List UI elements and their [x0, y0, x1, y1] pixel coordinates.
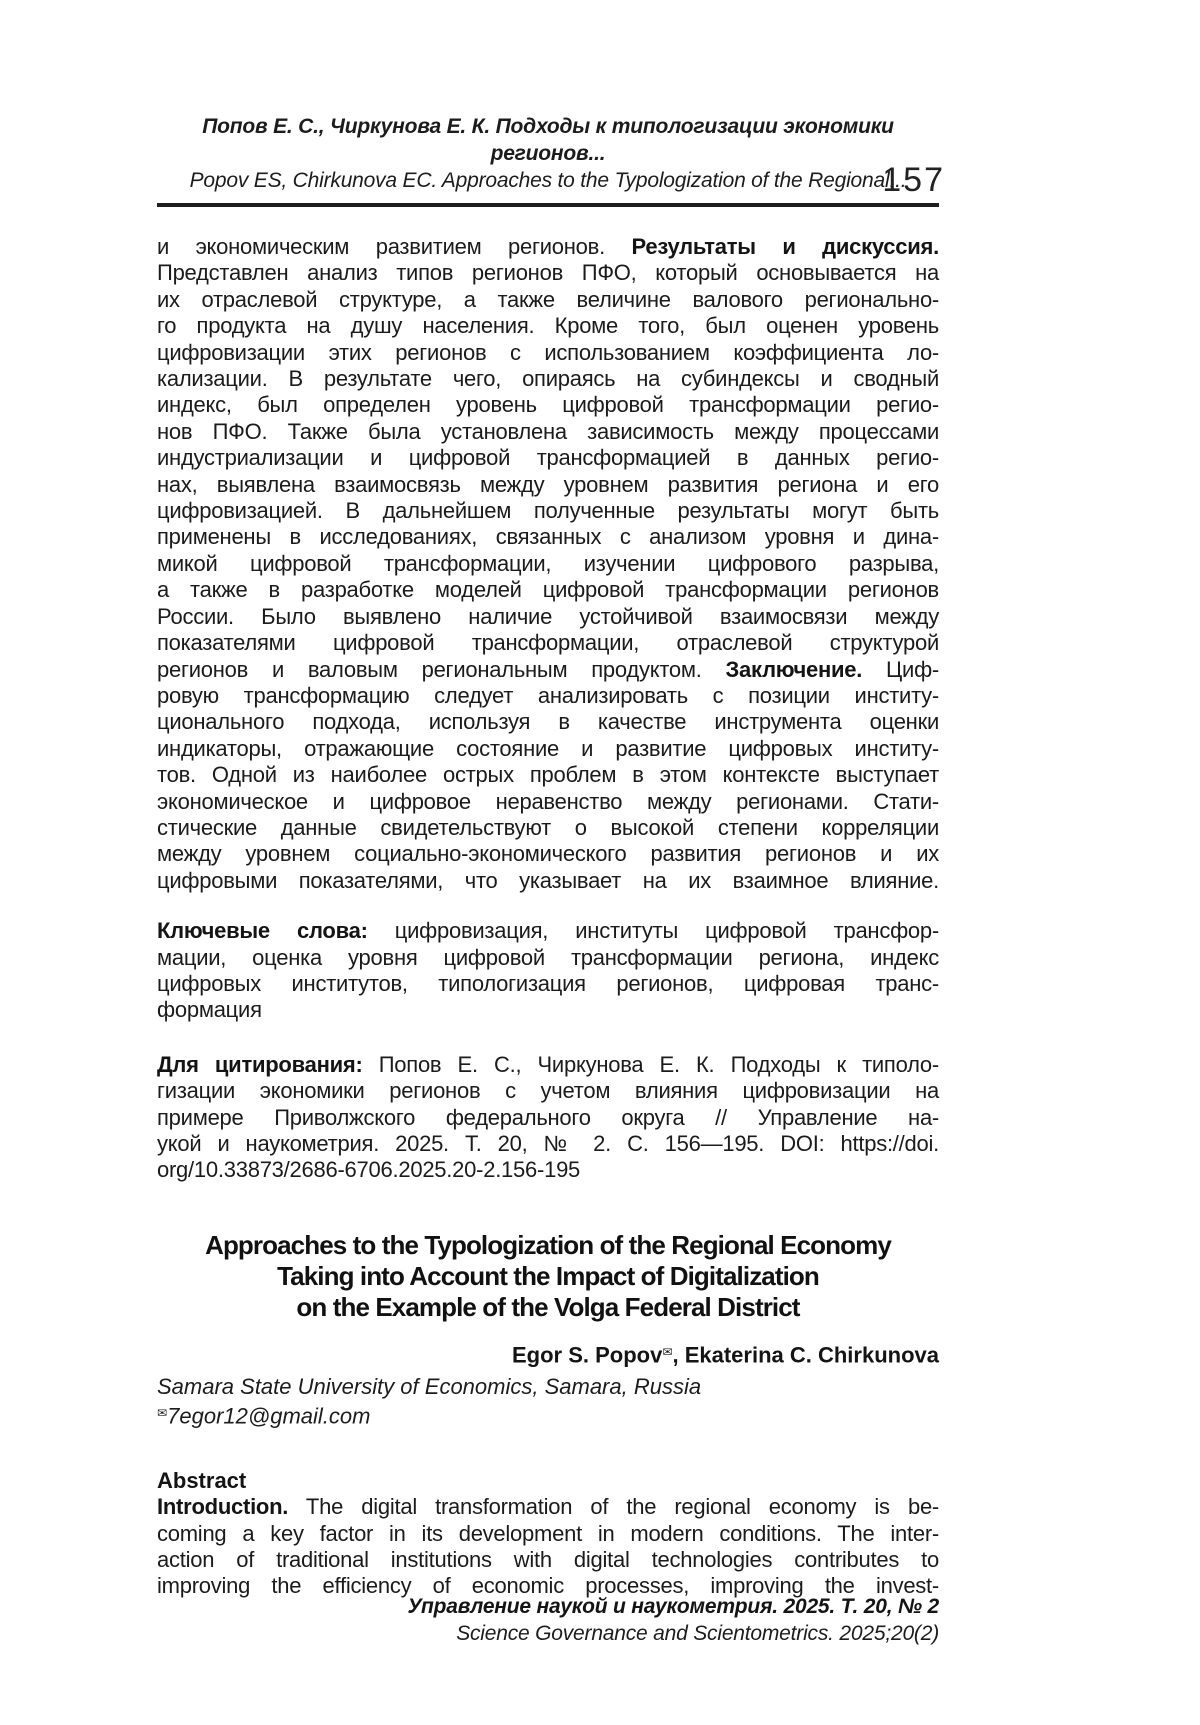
envelope-icon: ✉	[157, 1406, 168, 1421]
citation-text: Попов Е. С., Чиркунова Е. К. Подходы к типоло- гизации экономики регионов с учетом влияния цифровизации на примере Приволжского федерального округа // Управление на- укой и наукометрия. 2025. Т. 20, № 2. С. 156—195. DOI: https://doi. org/10.33873/2686-6706.2025.20-2.156-195	[157, 1051, 939, 1183]
authors-line	[157, 1339, 939, 1369]
abstract-heading: Abstract	[157, 1468, 247, 1494]
introduction-text: The digital transformation of the regional economy is be- coming a key factor in its development in modern conditions. The inter- action of traditional institutions with digital technologies contributes to improving the efficiency of economic processes, improving the invest-	[157, 1494, 939, 1599]
abstract-ru-lead: и экономическим развитием регионов.	[157, 234, 632, 259]
page-content	[157, 234, 939, 1600]
citation-label: Для цитирования:	[157, 1051, 363, 1077]
keywords-text: цифровизация, институты цифровой трансфор- мации, оценка уровня цифровой трансформации региона, индекс цифровых институтов, типологизация регионов, цифровая транс- формация	[157, 918, 939, 1023]
author-name-popov: Egor S. Popov	[511, 1342, 663, 1368]
journal-line-ru: Управление наукой и наукометрия. 2025. Т. 20, № 2	[407, 1595, 939, 1618]
email-line	[157, 1400, 939, 1430]
page-header	[157, 0, 945, 207]
citation-paragraph	[157, 1052, 939, 1184]
page-footer	[157, 1593, 939, 1647]
introduction-paragraph	[157, 1494, 939, 1600]
journal-line-en: Science Governance and Scientometrics. 2025;20(2)	[456, 1622, 939, 1645]
running-head-row	[157, 161, 945, 199]
running-head-en: Popov ES, Chirkunova EC. Approaches to the Typologization of the Regional...	[189, 169, 907, 192]
keywords-paragraph	[157, 918, 939, 1024]
running-head-ru: Попов Е. С., Чиркунова Е. К. Подходы к типологизации экономики регионов...	[202, 115, 894, 165]
author-name-chirkunova: , Ekaterina C. Chirkunova	[672, 1342, 939, 1368]
abstract-ru-conclusion-text: Циф- ровую трансформацию следует анализировать с позиции институ- ционального подхода, используя в качестве инструмента оценки индикаторы, отражающие состояние и развитие цифровых институ- тов. Одной из наиболее острых проблем в этом контексте выступает экономическое и цифровое неравенство между регионами. Стати- стические данные свидетельствуют о высокой степени корреляции между уровнем социально-экономического развития регионов и их цифровыми показателями, что указывает на их взаимное влияние.	[157, 656, 940, 893]
header-rule	[157, 203, 939, 207]
email-address: 7egor12@gmail.com	[167, 1404, 371, 1430]
keywords-label: Ключевые слова:	[157, 918, 368, 944]
envelope-icon: ✉	[662, 1344, 673, 1359]
abstract-ru-paragraph	[157, 234, 939, 894]
results-discussion-label: Результаты и дискуссия.	[631, 234, 940, 259]
abstract-ru-results-text: Представлен анализ типов регионов ПФО, который основывается на их отраслевой структуре, а также величине валового регионально- го продукта на душу населения. Кроме того, был оценен уровень цифровизации этих регионов с использованием коэффициента ло- кализации. В результате чего, опираясь на субиндексы и сводный индекс, был определен уровень цифровой трансформации регио- нов ПФО. Также была установлена зависимость между процессами индустриализации и цифровой трансформацией в данных регио- нах, выявлена взаимосвязь между уровнем развития региона и его цифровизацией. В дальнейшем полученные результаты могут быть применены в исследованиях, связанных с анализом уровня и дина- микой цифровой трансформации, изучении цифрового разрыва, а также в разработке моделей цифровой трансформации регионов России. Было выявлено наличие устойчивой взаимосвязи между показателями цифровой трансформации, отраслевой структурой регионов и валовым региональным продуктом.	[157, 260, 939, 682]
affiliation-line: Samara State University of Economics, Samara, Russia	[157, 1374, 702, 1400]
page-number: 157	[882, 161, 945, 199]
conclusion-label: Заключение.	[725, 656, 863, 682]
introduction-label: Introduction.	[157, 1494, 289, 1520]
article-title-en: Approaches to the Typologization of the Regional Economy Taking into Account the Impact of Digitalization on the Example of the Volga Federal District	[205, 1229, 891, 1322]
